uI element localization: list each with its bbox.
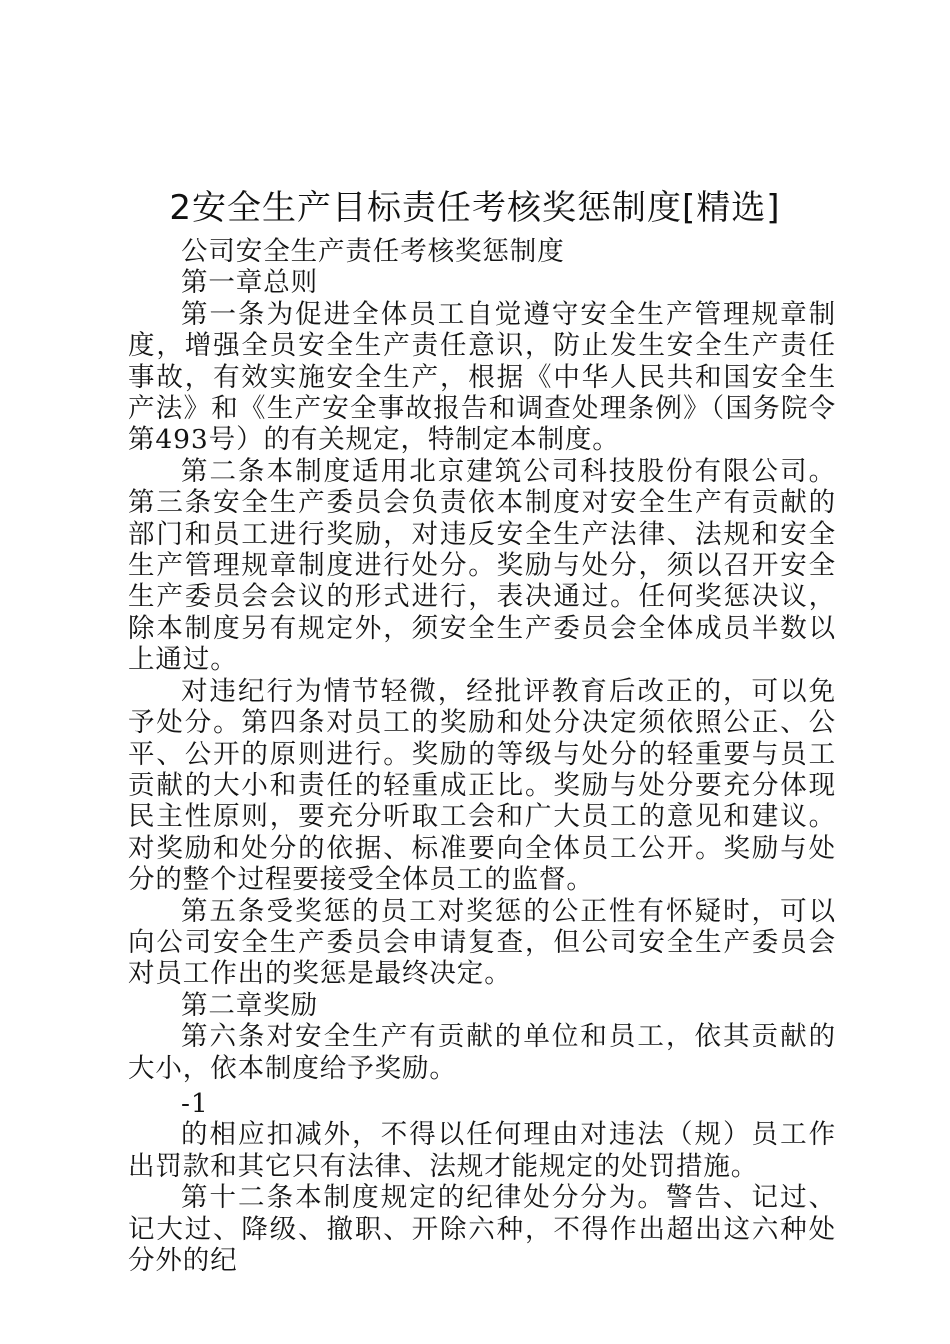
article-paragraph: 第一条为促进全体员工自觉遵守安全生产管理规章制度，增强全员安全生产责任意识，防止发生安全生产责任事故，有效实施安全生产，根据《中华人民共和国安全生产法》和《生产安全事故报告和调查处理条例》（国务院令第493号）的有关规定，特制定本制度。 — [128, 298, 836, 456]
page-number-marker: -1 — [181, 1087, 209, 1119]
article-paragraph: 第五条受奖惩的员工对奖惩的公正性有怀疑时，可以向公司安全生产委员会申请复查，但公司安全生产委员会对员工作出的奖惩是最终决定。 — [128, 895, 836, 990]
subtitle-paragraph: 公司安全生产责任考核奖惩制度 — [181, 236, 565, 267]
chapter-heading: 第一章总则 — [181, 267, 318, 299]
article-paragraph: 第二条本制度适用北京建筑公司科技股份有限公司。第三条安全生产委员会负责依本制度对安全生产有贡献的部门和员工进行奖励，对违反安全生产法律、法规和安全生产管理规章制度进行处分。奖励与处分，须以召开安全生产委员会会议的形式进行，表决通过。任何奖惩决议，除本制度另有规定外，须安全生产委员会全体成员半数以上通过。 — [128, 455, 836, 676]
continuation-paragraph: 第十二条本制度规定的纪律处分分为。警告、记过、记大过、降级、撤职、开除六种，不得作出超出这六种处分外的纪 — [128, 1182, 836, 1276]
article-paragraph: 第六条对安全生产有贡献的单位和员工，依其贡献的大小，依本制度给予奖励。 — [128, 1021, 836, 1084]
continuation-paragraph: 的相应扣减外，不得以任何理由对违法（规）员工作出罚款和其它只有法律、法规才能规定的处罚措施。 — [128, 1119, 836, 1182]
chapter-heading: 第二章奖励 — [181, 989, 318, 1021]
document-title: 2安全生产目标责任考核奖惩制度[精选] — [169, 188, 781, 228]
article-paragraph: 对违纪行为情节轻微，经批评教育后改正的，可以免予处分。第四条对员工的奖励和处分决定须依照公正、公平、公开的原则进行。奖励的等级与处分的轻重要与员工贡献的大小和责任的轻重成正比。奖励与处分要充分体现民主性原则，要充分听取工会和广大员工的意见和建议。对奖励和处分的依据、标准要向全体员工公开。奖励与处分的整个过程要接受全体员工的监督。 — [128, 675, 836, 896]
document-body — [128, 236, 836, 1276]
